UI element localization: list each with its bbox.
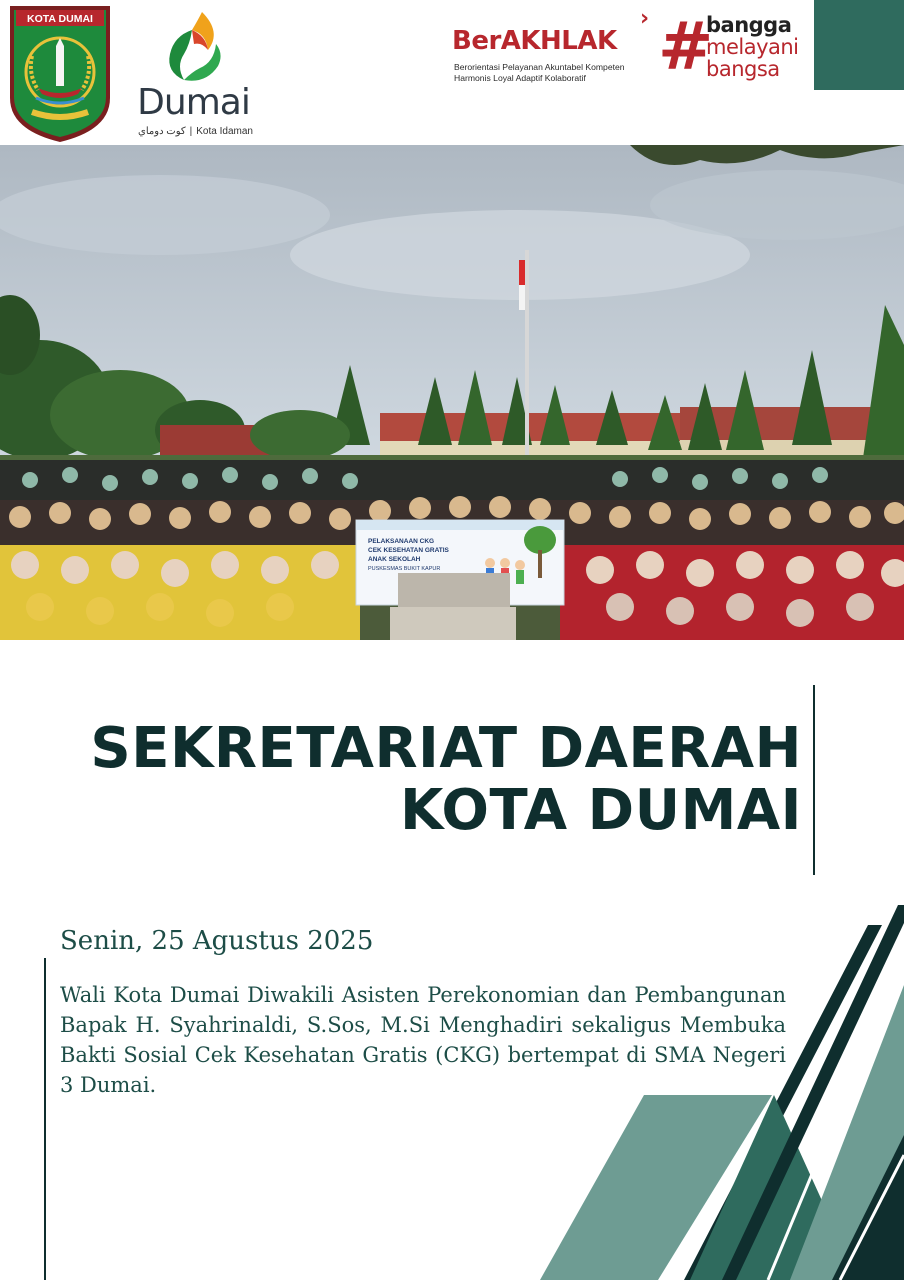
title-line1: SEKRETARIAT DAERAH (90, 716, 802, 781)
divider: | (189, 126, 193, 137)
bangga-line2: melayani (706, 35, 799, 59)
berakhlak-title: BerAKHLAK (452, 26, 617, 56)
dumai-tagline (128, 126, 263, 137)
banner-line2: CEK KESEHATAN GRATIS (368, 547, 449, 554)
corner-accent-block (814, 0, 904, 90)
page-title (40, 718, 802, 842)
dumai-wordmark: Dumai (137, 82, 250, 123)
bangga-line3: bangsa (706, 57, 780, 81)
crest-label: KOTA DUMAI (27, 13, 93, 25)
article-body: Wali Kota Dumai Diwakili Asisten Perekonomian dan Pembangunan Bapak H. Syahrinaldi, S.Sos, M.Si Menghadiri sekaligus Membuka Bakti Sosial Cek Kesehatan Gratis (CKG) bertempat di SMA Negeri 3 Dumai. (60, 983, 786, 1097)
banner-line3: ANAK SEKOLAH (368, 556, 421, 563)
body-divider (44, 958, 46, 1280)
title-divider (813, 685, 815, 875)
berakhlak-tagline-line1: Berorientasi Pelayanan Akuntabel Kompeten (454, 62, 625, 72)
page-header (0, 0, 904, 145)
banner-line4: PUSKESMAS BUKIT KAPUR (368, 566, 441, 572)
berakhlak-tagline-line2: Harmonis Loyal Adaptif Kolaboratif (454, 73, 586, 83)
bangga-line1: bangga (706, 13, 792, 37)
dumai-tagline-text: Kota Idaman (196, 126, 253, 137)
kota-dumai-crest-logo (6, 2, 114, 144)
banner-line1: PELAKSANAAN CKG (368, 538, 435, 545)
title-line2: KOTA DUMAI (399, 778, 802, 843)
dumai-arabic-text: كوت دوماي (138, 126, 186, 137)
bangga-lines (706, 14, 799, 80)
bangga-melayani-bangsa-logo (658, 8, 816, 88)
event-group-photo (0, 145, 904, 640)
chevron-icon: › (640, 6, 650, 31)
hashtag-icon: # (658, 8, 714, 85)
berakhlak-logo (452, 6, 657, 86)
article-date: Senin, 25 Agustus 2025 (60, 926, 374, 956)
flame-leaf-icon (162, 10, 224, 82)
decorative-triangles (540, 905, 904, 1280)
dumai-city-logo (126, 8, 261, 142)
berakhlak-tagline (454, 62, 659, 84)
